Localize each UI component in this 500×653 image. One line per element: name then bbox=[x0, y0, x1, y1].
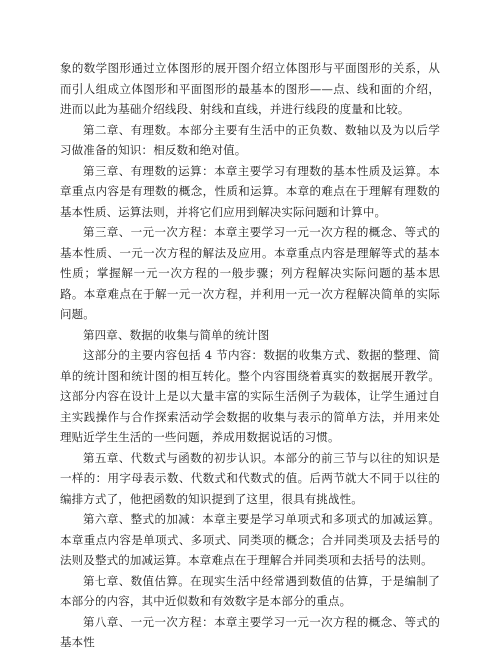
paragraph-chapter-8: 第八章、一元一次方程：本章主要学习一元一次方程的概念、等式的基本性 bbox=[60, 614, 440, 649]
document-body bbox=[60, 58, 440, 653]
paragraph-chapter-5: 第五章、代数式与函数的初步认识。本部分的前三节与以往的知识是一样的：用字母表示数、代数式和代数式的值。后两节就大不同于以往的编排方式了，他把函数的知识提到了这里，很具有挑战性。 bbox=[60, 450, 440, 506]
paragraph-chapter-3-rational-operations: 第三章、有理数的运算：本章主要学习有理数的基本性质及运算。本章重点内容是有理数的概念，性质和运算。本章的难点在于理解有理数的基本性质、运算法则，并将它们应用到解决实际问题和计算中。 bbox=[60, 163, 440, 219]
paragraph-chapter-7: 第七章、数值估算。在现实生活中经常遇到数值的估算，于是编制了本部分的内容，其中近似数和有效数字是本部分的重点。 bbox=[60, 573, 440, 608]
paragraph-chapter-4-content: 这部分的主要内容包括 4 节内容：数据的收集方式、数据的整理、简单的统计图和统计图的相互转化。整个内容围绕着真实的数据展开教学。这部分内容在设计上是以大量丰富的实际生活例子为载体，让学生通过自主实践操作与合作探索活动学会数据的收集与表示的简单方法，并用来处理贴近学生生活的一些问题，养成用数据说话的习惯。 bbox=[60, 348, 440, 444]
paragraph-intro-continuation: 象的数学图形通过立体图形的展开图介绍立体图形与平面图形的关系，从而引人组成立体图形和平面图形的最基本的图形——点、线和面的介绍，进而以此为基础介绍线段、射线和直线，并进行线段的度量和比较。 bbox=[60, 61, 440, 116]
paragraph-chapter-3-linear-equation: 第三章、一元一次方程：本章主要学习一元一次方程的概念、等式的基本性质、一元一次方程的解法及应用。本章重点内容是理解等式的基本性质；掌握解一元一次方程的一般步骤；列方程解决实际问题的基本思路。本章难点在于解一元一次方程，并利用一元一次方程解决简单的实际问题。 bbox=[60, 225, 440, 321]
paragraph-chapter-6: 第六章、整式的加减：本章主要是学习单项式和多项式的加减运算。本章重点内容是单项式、多项式、同类项的概念；合并同类项及去括号的法则及整式的加减运算。本章难点在于理解合并同类项和去括号的法则。 bbox=[60, 512, 440, 567]
heading-chapter-4: 第四章、数据的收集与简单的统计图 bbox=[83, 327, 270, 342]
paragraph-chapter-2: 第二章、有理数。本部分主要有生活中的正负数、数轴以及为以后学习做准备的知识：相反数和绝对值。 bbox=[60, 122, 440, 157]
